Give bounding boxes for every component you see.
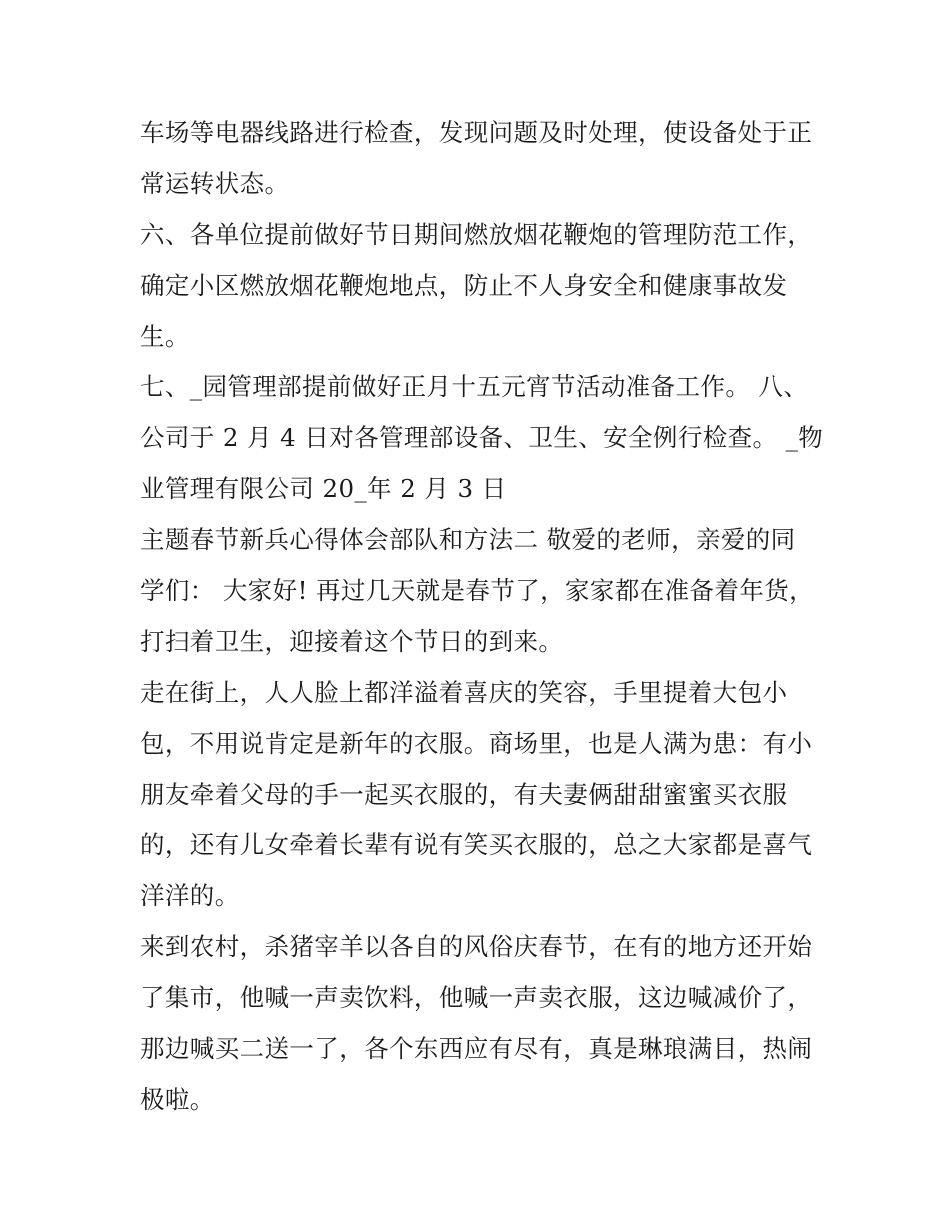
text-line: 主题春节新兵心得体会部队和方法二 敬爱的老师，亲爱的同: [140, 525, 796, 555]
text-line: 生。: [140, 321, 190, 351]
text-line: 七、_园管理部提前做好正月十五元宵节活动准备工作。 八、: [140, 372, 809, 402]
text-line: 业管理有限公司 20_年 2 月 3 日: [140, 474, 507, 504]
text-line: 公司于 2 月 4 日对各管理部设备、卫生、安全例行检查。 _物: [140, 423, 824, 453]
text-line: 那边喊买二送一了，各个东西应有尽有，真是琳琅满目，热闹: [140, 1034, 813, 1064]
text-line: 六、各单位提前做好节日期间燃放烟花鞭炮的管理防范工作，: [140, 219, 813, 249]
text-line: 极啦。: [140, 1084, 215, 1114]
text-line: 车场等电器线路进行检查，发现问题及时处理，使设备处于正: [140, 118, 813, 147]
text-line: 确定小区燃放烟花鞭炮地点，防止不人身安全和健康事故发: [140, 270, 788, 300]
text-line: 的，还有儿女牵着长辈有说有笑买衣服的，总之大家都是喜气: [140, 830, 813, 860]
text-line: 来到农村，杀猪宰羊以各自的风俗庆春节，在有的地方还开始: [140, 932, 813, 962]
text-line: 包，不用说肯定是新年的衣服。商场里，也是人满为患：有小: [140, 728, 813, 758]
text-line: 常运转状态。: [140, 168, 290, 198]
text-line: 走在街上，人人脸上都洋溢着喜庆的笑容，手里提着大包小: [140, 677, 788, 707]
text-line: 洋洋的。: [140, 881, 240, 911]
text-line: 打扫着卫生，迎接着这个节日的到来。: [140, 626, 564, 656]
text-line: 了集市，他喊一声卖饮料，他喊一声卖衣服，这边喊减价了，: [140, 983, 813, 1013]
text-line: 学们： 大家好! 再过几天就是春节了，家家都在准备着年货，: [140, 576, 815, 606]
document-body: [140, 108, 824, 1126]
text-line: 朋友牵着父母的手一起买衣服的，有夫妻俩甜甜蜜蜜买衣服: [140, 779, 788, 809]
